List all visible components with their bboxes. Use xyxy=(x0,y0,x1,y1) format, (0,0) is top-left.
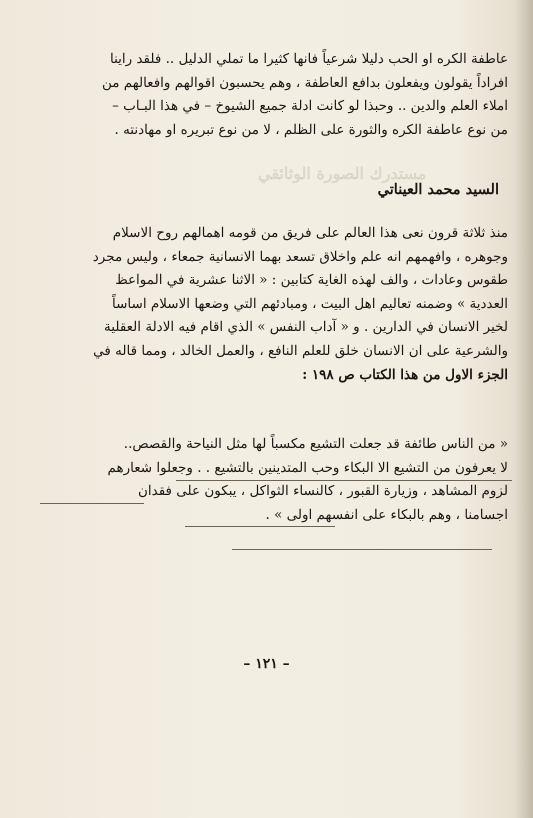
text-line: وجوهره ، وافهمهم انه علم واخلاق تسعد بهما الانسانية جمعاء ، وليس مجرد xyxy=(92,248,508,265)
text-line: افراداً يقولون ويفعلون بدافع العاطفة ، وهم يحسبون اقوالهم وافعالهم من xyxy=(101,74,508,91)
pen-underline xyxy=(40,503,144,504)
text-line: املاء العلم والدين .. وحبذا لو كانت ادلة جميع الشيوخ – في هذا البـاب – xyxy=(112,98,508,115)
page-number: – ١٢١ – xyxy=(243,656,290,672)
text-line: اجسامنا ، وهم بالبكاء على انفسهم اولى » . xyxy=(265,506,508,523)
faint-bleedthrough-heading: مستدرك الصورة الوثائقي xyxy=(258,164,427,183)
text-line: والشرعية على ان الانسان خلق للعلم النافع ، والعمل الخالد ، ومما قاله في xyxy=(93,342,508,359)
text-line: لا يعرفون من التشيع الا البكاء وحب المتدينين بالتشيع . . وجعلوا شعارهم xyxy=(107,459,508,476)
paragraph-biography xyxy=(34,222,508,387)
paragraph-intro xyxy=(34,48,508,142)
section-author-heading: السيد محمد العيناتي xyxy=(377,181,499,198)
text-line: منذ ثلاثة قرون نعى هذا العالم على فريق من قومه اهمالهم روح الاسلام xyxy=(112,225,508,241)
pen-underline xyxy=(232,549,492,550)
text-line: عاطفة الكره او الحب دليلا شرعياً فانها كثيرا ما تملي الدليل .. فلقد راينا xyxy=(109,51,508,67)
text-line: العددية » وضمنه تعاليم اهل البيت ، ومبادئهم التي وضعها الاسلام اساساً xyxy=(111,295,508,312)
pen-underline xyxy=(176,480,512,481)
spine-shadow xyxy=(515,0,533,818)
text-line: « من الناس طائفة قد جعلت التشيع مكسباً لها مثل النياحة والقصص.. xyxy=(123,436,508,452)
text-line: لخير الانسان في الدارين . و « آداب النفس » الذي اقام فيه الادلة العقلية xyxy=(104,319,508,336)
text-line: من نوع عاطفة الكره والثورة على الظلم ، لا من نوع تبريره او مهادنته . xyxy=(114,121,508,138)
text-line: الجزء الاول من هذا الكتاب ص ١٩٨ : xyxy=(302,366,508,383)
text-line: لزوم المشاهد ، وزيارة القبور ، كالنساء الثواكل ، يبكون على فقدان xyxy=(137,483,508,500)
pen-underline xyxy=(185,526,335,527)
text-line: طقوس وعادات ، والف لهذه الغاية كتابين : « الاثنا عشرية في المواعظ xyxy=(115,272,508,289)
